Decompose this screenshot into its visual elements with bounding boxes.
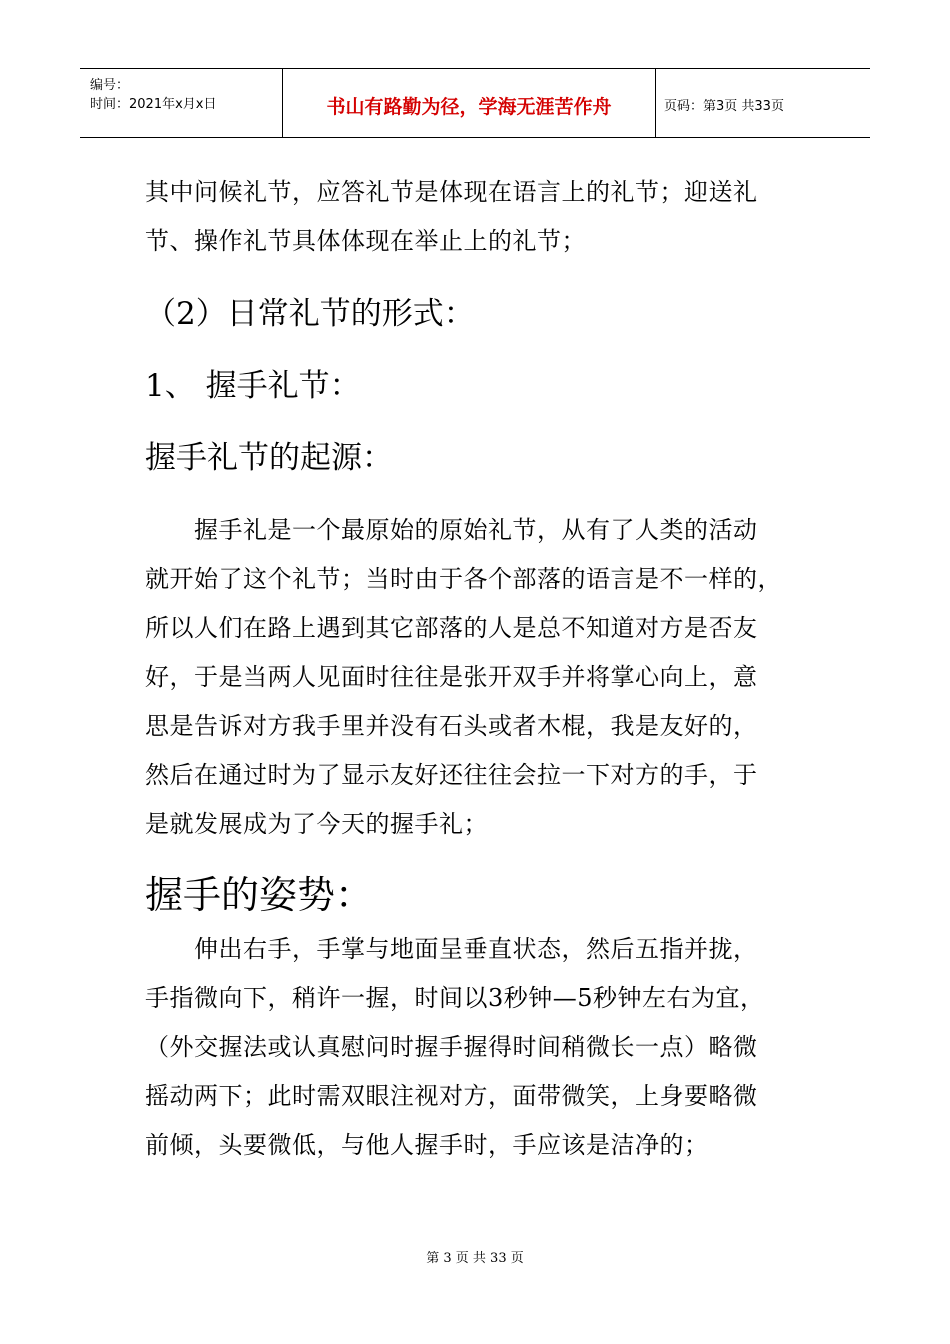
header-motto-cell [283,69,656,137]
posture-line: 手指微向下，稍许一握，时间以3秒钟—5秒钟左右为宜， [145,984,765,1012]
header-table [80,68,870,138]
number-label: 编号： [90,78,130,93]
origin-line: 握手礼是一个最原始的原始礼节，从有了人类的活动 [194,516,758,544]
origin-line: 然后在通过时为了显示友好还往往会拉一下对方的手，于 [145,761,758,789]
origin-line: 所以人们在路上遇到其它部落的人是总不知道对方是否友 [145,614,758,642]
origin-line: 就开始了这个礼节；当时由于各个部落的语言是不一样的， [145,565,782,593]
origin-heading: 握手礼节的起源： [145,440,393,476]
intro-line: 其中问候礼节，应答礼节是体现在语言上的礼节；迎送礼 [145,178,758,206]
posture-line: 摇动两下；此时需双眼注视对方，面带微笑，上身要略微 [145,1082,758,1110]
posture-line: （外交握法或认真慰问时握手握得时间稍微长一点）略微 [145,1033,758,1061]
header-info-cell [80,69,283,137]
page-label: 页码：第3页 共33页 [664,99,784,114]
section-title: （2）日常礼节的形式： [145,296,475,332]
intro-line: 节、操作礼节具体体现在举止上的礼节； [145,227,586,255]
header-page-cell [656,69,870,137]
posture-line: 伸出右手，手掌与地面呈垂直状态，然后五指并拢， [194,935,758,963]
origin-line: 思是告诉对方我手里并没有石头或者木棍，我是友好的， [145,712,758,740]
subsection-title: 1、 握手礼节： [145,368,361,404]
motto-text: 书山有路勤为径，学海无涯苦作舟 [326,96,612,118]
origin-line: 是就发展成为了今天的握手礼； [145,810,488,838]
origin-line: 好，于是当两人见面时往往是张开双手并将掌心向上，意 [145,663,758,691]
page-footer: 第 3 页 共 33 页 [426,1251,524,1266]
time-label: 时间：2021年x月x日 [90,97,217,112]
posture-line: 前倾，头要微低，与他人握手时，手应该是洁净的； [145,1131,709,1159]
posture-heading: 握手的姿势： [145,873,374,917]
